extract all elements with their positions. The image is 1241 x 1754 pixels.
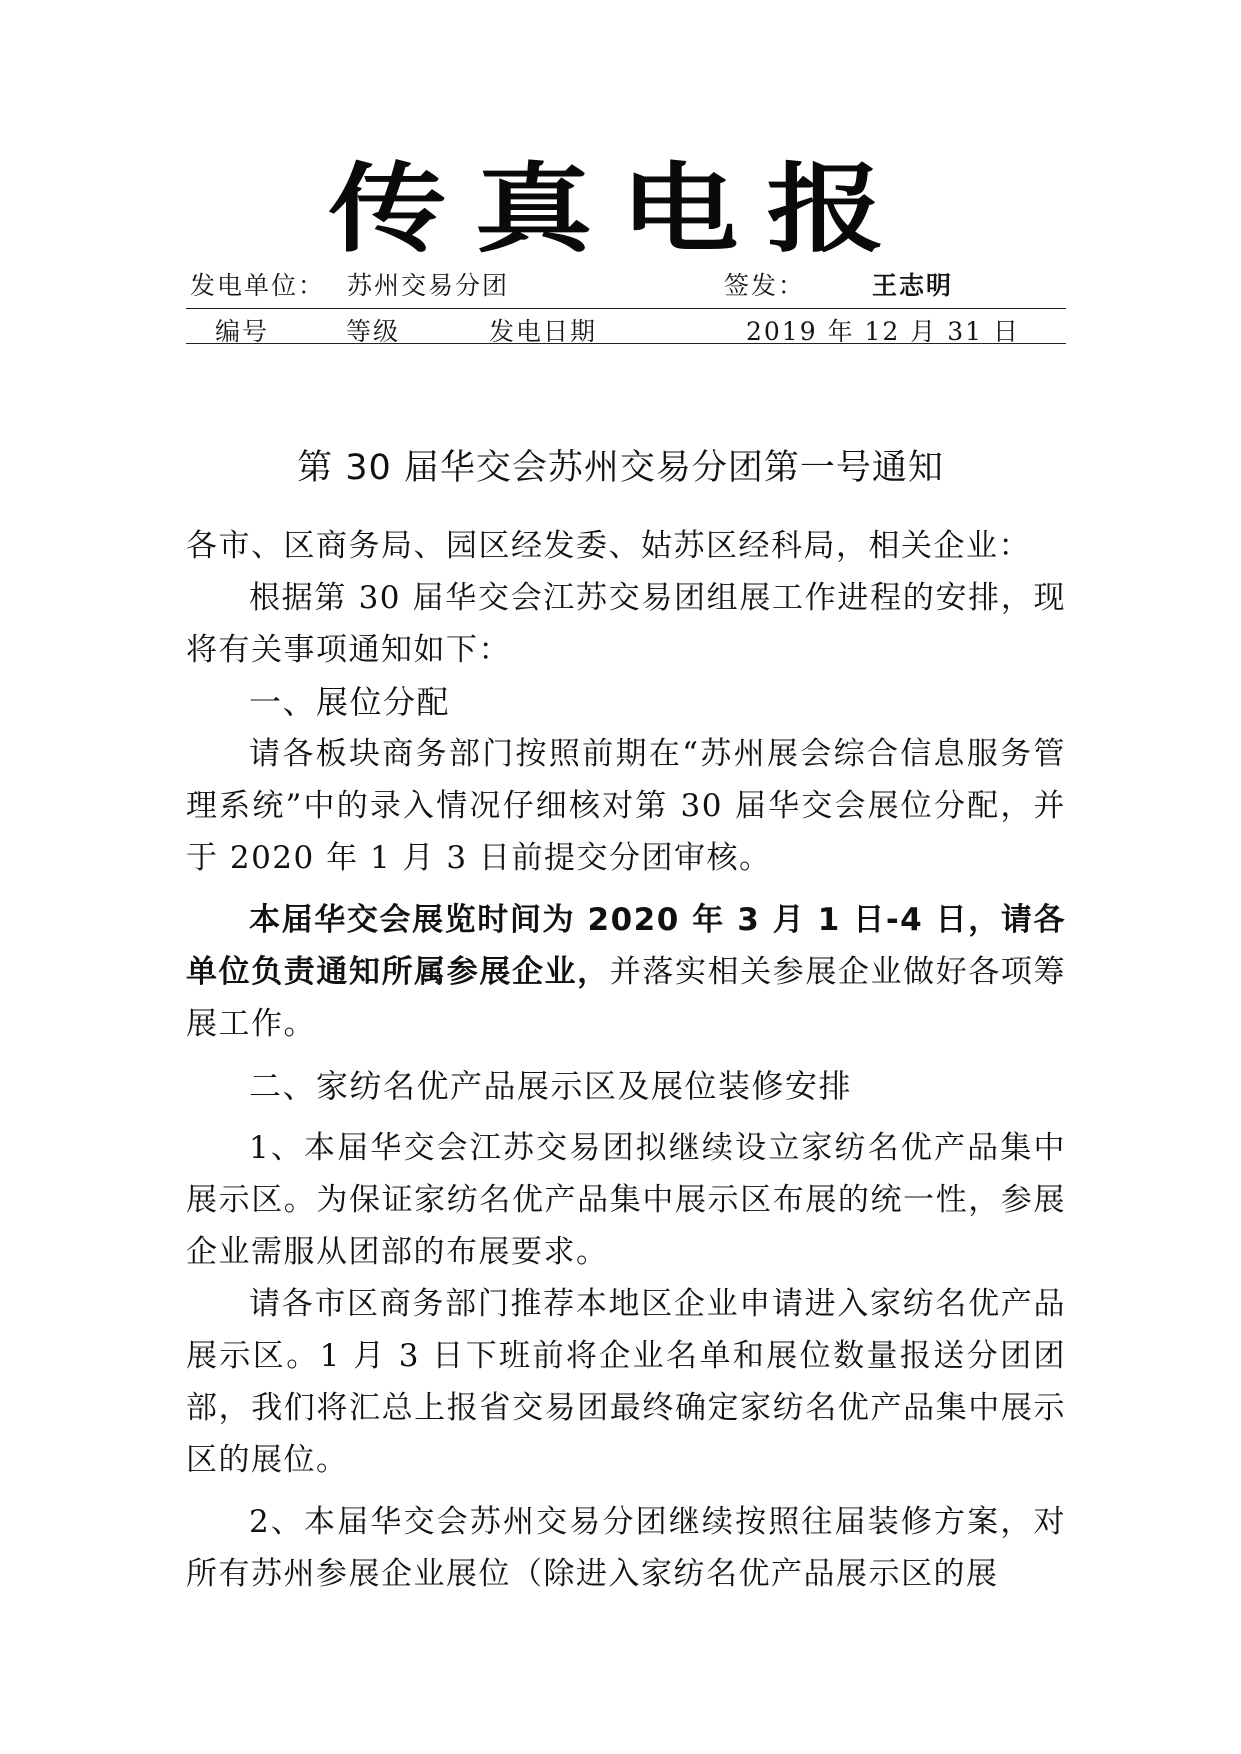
salutation: 各市、区商务局、园区经发委、姑苏区经科局，相关企业：: [186, 528, 1031, 564]
masthead-title: 传真电报: [328, 152, 913, 266]
section2-paragraph2: 请各市区商务部门推荐本地区企业申请进入家纺名优产品展示区。1 月 3 日下班前将企业名单和展位数量报送分团团部，我们将汇总上报省交易团最终确定家纺名优产品集中展示区的展位。: [186, 1286, 1066, 1478]
notice-body: [186, 520, 1066, 1600]
section1-heading: 一、展位分配: [249, 683, 451, 721]
section2-paragraph1: 1、本届华交会江苏交易团拟继续设立家纺名优产品集中展示区。为保证家纺名优产品集中展示区布展的统一性，参展企业需服从团部的布展要求。: [186, 1130, 1066, 1270]
section2-paragraph3: 2、本届华交会苏州交易分团继续按照往届装修方案，对所有苏州参展企业展位（除进入家纺名优产品展示区的展: [186, 1504, 1066, 1592]
section1-paragraph2: [186, 894, 1066, 1050]
sender-value: 苏州交易分团: [347, 271, 510, 300]
header-rule-bottom: [186, 343, 1066, 344]
grade-label: 等级: [346, 317, 401, 346]
header-rule-top: [186, 308, 1066, 309]
date-value: 2019 年 12 月 31 日: [746, 317, 1020, 346]
number-label: 编号: [215, 317, 270, 346]
sender-label: 发电单位：: [190, 271, 326, 300]
date-label: 发电日期: [489, 317, 598, 346]
section2-heading: 二、家纺名优产品展示区及展位装修安排: [249, 1067, 853, 1105]
intro-paragraph: 根据第 30 届华交会江苏交易团组展工作进程的安排，现将有关事项通知如下：: [186, 580, 1066, 668]
section1-paragraph2-rest: 并落实相关参展企业做好各项筹展工作。: [186, 954, 1066, 1042]
section1-paragraph1: 请各板块商务部门按照前期在“苏州展会综合信息服务管理系统”中的录入情况仔细核对第 30 届华交会展位分配，并于 2020 年 1 月 3 日前提交分团审核。: [186, 736, 1066, 876]
signer-label: 签发：: [724, 271, 806, 300]
notice-title: 第 30 届华交会苏州交易分团第一号通知: [297, 448, 944, 488]
section1-paragraph2-bold: 本届华交会展览时间为 2020 年 3 月 1 日-4 日，请各单位负责通知所属参展企业，: [186, 902, 1066, 990]
signer-value: 王志明: [872, 271, 954, 300]
